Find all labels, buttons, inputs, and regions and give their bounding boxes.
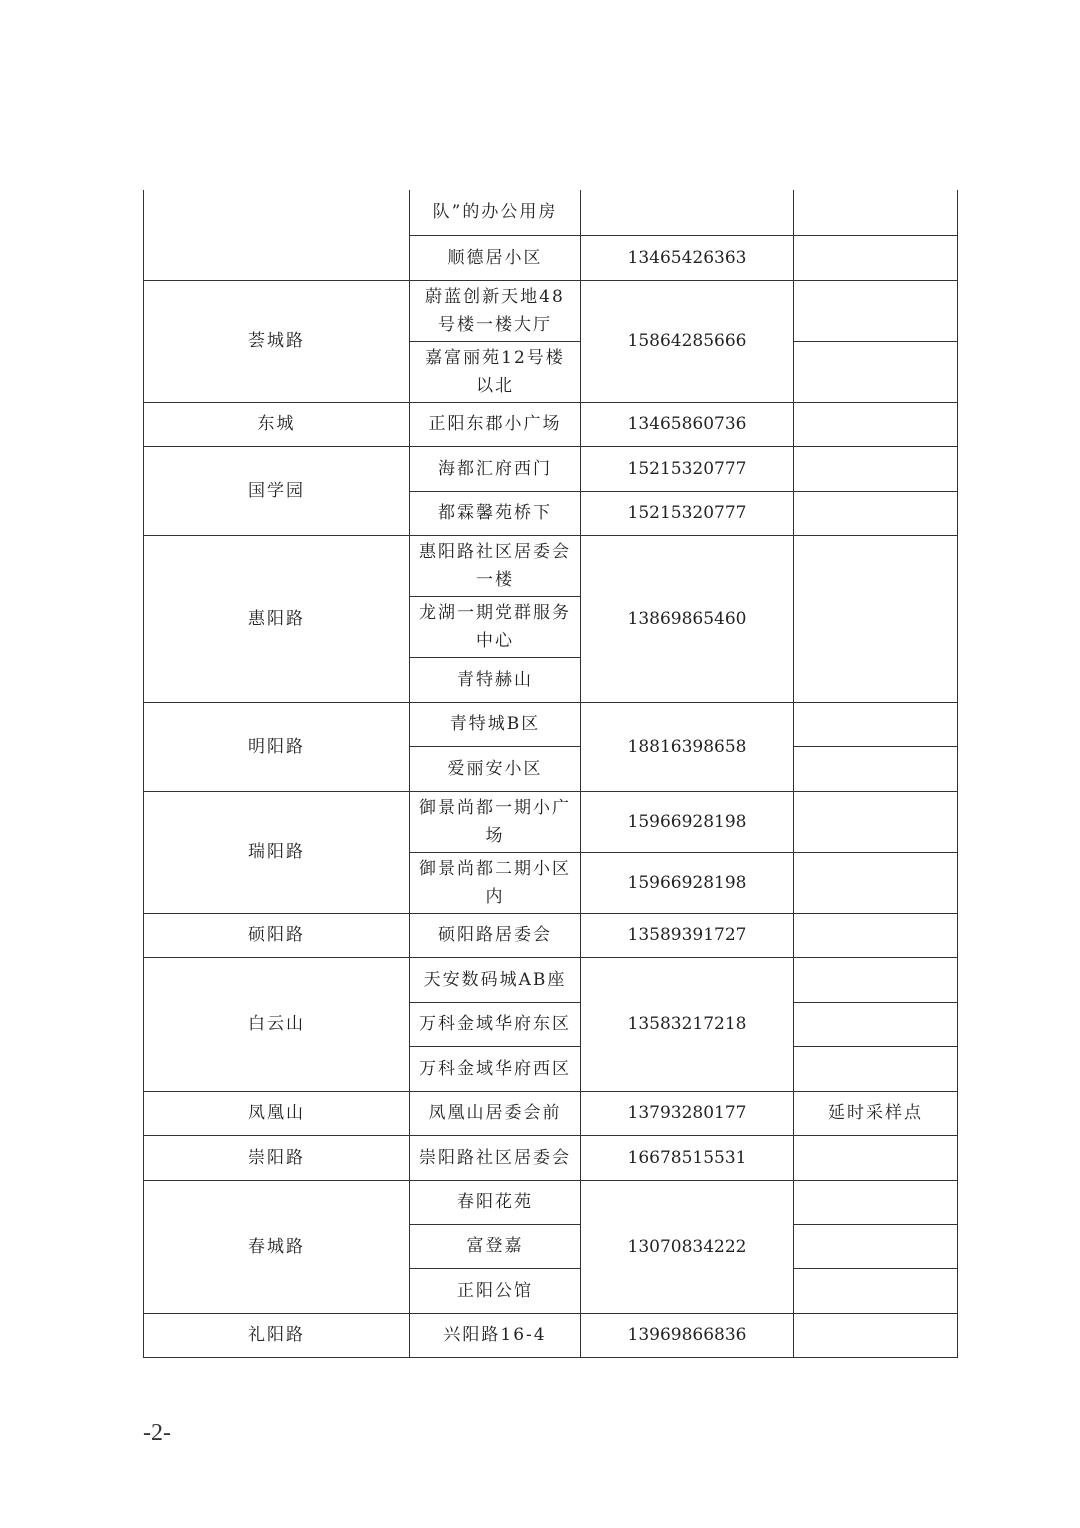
phone-cell: 13465860736	[581, 402, 794, 446]
site-cell: 青特城B区	[410, 702, 581, 746]
phone-cell: 13589391727	[581, 913, 794, 957]
site-cell: 凤凰山居委会前	[410, 1091, 581, 1135]
note-cell	[794, 913, 958, 957]
phone-cell: 15966928198	[581, 852, 794, 913]
table-row	[144, 1313, 958, 1357]
site-cell: 顺德居小区	[410, 235, 581, 280]
note-cell	[794, 852, 958, 913]
site-cell: 队”的办公用房	[410, 190, 581, 235]
site-cell: 蔚蓝创新天地48号楼一楼大厅	[410, 280, 581, 341]
street-cell	[144, 190, 410, 280]
phone-cell: 13465426363	[581, 235, 794, 280]
table-row	[144, 957, 958, 1002]
note-cell	[794, 1313, 958, 1357]
table-row	[144, 791, 958, 852]
table-row	[144, 535, 958, 596]
table-row	[144, 1135, 958, 1180]
phone-cell: 16678515531	[581, 1135, 794, 1180]
phone-cell: 18816398658	[581, 702, 794, 791]
site-cell: 海都汇府西门	[410, 446, 581, 491]
site-cell: 御景尚都一期小广场	[410, 791, 581, 852]
phone-cell: 15864285666	[581, 280, 794, 402]
street-cell: 白云山	[144, 957, 410, 1091]
street-cell: 瑞阳路	[144, 791, 410, 913]
phone-cell: 13969866836	[581, 1313, 794, 1357]
site-cell: 硕阳路居委会	[410, 913, 581, 957]
note-cell	[794, 746, 958, 791]
site-cell: 兴阳路16-4	[410, 1313, 581, 1357]
note-cell: 延时采样点	[794, 1091, 958, 1135]
street-cell: 硕阳路	[144, 913, 410, 957]
note-cell	[794, 235, 958, 280]
street-cell: 荟城路	[144, 280, 410, 402]
table-row	[144, 446, 958, 491]
site-cell: 正阳公馆	[410, 1268, 581, 1313]
street-cell: 惠阳路	[144, 535, 410, 702]
table-row	[144, 702, 958, 746]
note-cell	[794, 1180, 958, 1224]
table-row	[144, 280, 958, 341]
table-row	[144, 913, 958, 957]
street-cell: 国学园	[144, 446, 410, 535]
note-cell	[794, 1135, 958, 1180]
table-row	[144, 1091, 958, 1135]
note-cell	[794, 957, 958, 1002]
phone-cell: 13793280177	[581, 1091, 794, 1135]
site-cell: 嘉富丽苑12号楼以北	[410, 341, 581, 402]
note-cell	[794, 535, 958, 702]
site-cell: 龙湖一期党群服务中心	[410, 596, 581, 657]
sampling-sites-table	[143, 190, 958, 1358]
phone-cell: 13869865460	[581, 535, 794, 702]
note-cell	[794, 1268, 958, 1313]
phone-cell: 15215320777	[581, 446, 794, 491]
phone-cell: 15966928198	[581, 791, 794, 852]
site-cell: 惠阳路社区居委会一楼	[410, 535, 581, 596]
site-cell: 春阳花苑	[410, 1180, 581, 1224]
site-cell: 万科金域华府东区	[410, 1002, 581, 1046]
table-row	[144, 190, 958, 235]
site-cell: 青特赫山	[410, 657, 581, 702]
site-cell: 富登嘉	[410, 1224, 581, 1268]
note-cell	[794, 190, 958, 235]
phone-cell: 13583217218	[581, 957, 794, 1091]
site-cell: 万科金域华府西区	[410, 1046, 581, 1091]
note-cell	[794, 341, 958, 402]
street-cell: 凤凰山	[144, 1091, 410, 1135]
phone-cell: 13070834222	[581, 1180, 794, 1313]
note-cell	[794, 491, 958, 535]
site-cell: 都霖馨苑桥下	[410, 491, 581, 535]
note-cell	[794, 1224, 958, 1268]
phone-cell	[581, 190, 794, 235]
site-cell: 正阳东郡小广场	[410, 402, 581, 446]
note-cell	[794, 280, 958, 341]
note-cell	[794, 1002, 958, 1046]
note-cell	[794, 1046, 958, 1091]
note-cell	[794, 791, 958, 852]
site-cell: 崇阳路社区居委会	[410, 1135, 581, 1180]
street-cell: 礼阳路	[144, 1313, 410, 1357]
street-cell: 明阳路	[144, 702, 410, 791]
phone-cell: 15215320777	[581, 491, 794, 535]
street-cell: 崇阳路	[144, 1135, 410, 1180]
page-number: -2-	[143, 1420, 171, 1446]
note-cell	[794, 702, 958, 746]
street-cell: 春城路	[144, 1180, 410, 1313]
note-cell	[794, 446, 958, 491]
table-row	[144, 1180, 958, 1224]
street-cell: 东城	[144, 402, 410, 446]
table-row	[144, 402, 958, 446]
site-cell: 天安数码城AB座	[410, 957, 581, 1002]
site-cell: 御景尚都二期小区内	[410, 852, 581, 913]
note-cell	[794, 402, 958, 446]
site-cell: 爱丽安小区	[410, 746, 581, 791]
